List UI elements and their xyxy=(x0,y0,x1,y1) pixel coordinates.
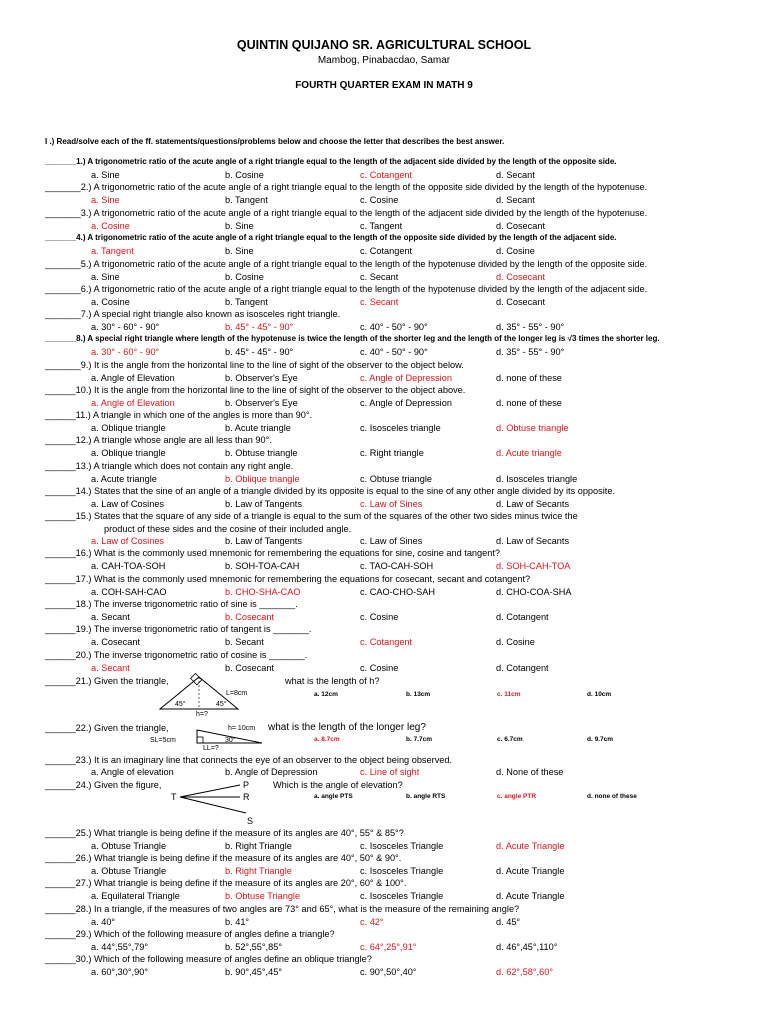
option-a: a. CAH-TOA-SOH xyxy=(91,560,166,571)
option-d: d. Obtuse triangle xyxy=(496,422,569,433)
option-b: b. Obtuse Triangle xyxy=(225,890,301,901)
q21-leg-label: L=8cm xyxy=(226,690,248,697)
option-d: d. 62°,58°,60° xyxy=(496,966,554,977)
option-c: c. Tangent xyxy=(360,220,403,231)
option-b: b. Law of Tangents xyxy=(225,498,302,509)
option-d: d. SOH-CAH-TOA xyxy=(496,560,571,571)
question-15-stem-cont: product of these sides and the cosine of their included angle. xyxy=(104,523,352,534)
option-a: a. Oblique triangle xyxy=(91,447,166,458)
option-c: c. Angle of Depression xyxy=(360,397,452,408)
option-a: a. Sine xyxy=(91,169,120,180)
question-6-stem: _______6.) A trigonometric ratio of the acute angle of a right triangle equal to the length of the hypotenuse divided by the length of the adjacent side. xyxy=(45,284,648,294)
question-26-stem: ______26.) What triangle is being define if the measure of its angles are 40°, 50° & 90°. xyxy=(45,853,402,863)
option-b: b. Tangent xyxy=(225,296,268,307)
option-d: d. Acute Triangle xyxy=(496,840,565,851)
option-c: c. Cosine xyxy=(360,662,399,673)
question-9-stem: _______9.) It is the angle from the horizontal line to the line of sight of the observer to the object below. xyxy=(45,360,464,370)
q24-point-p: P xyxy=(243,780,250,790)
option-b: b. Cosine xyxy=(225,271,264,282)
q24-point-t: T xyxy=(171,792,177,802)
question-30-stem: ______30.) Which of the following measure of angles define an oblique triangle? xyxy=(45,954,372,964)
option-d: d. Acute Triangle xyxy=(496,890,565,901)
question-18-stem: ______18.) The inverse trigonometric ratio of sine is _______. xyxy=(45,599,298,609)
option-c: c. Cotangent xyxy=(360,245,413,256)
option-b: b. 90°,45°,45° xyxy=(225,966,283,977)
school-address: Mambog, Pinabacdao, Samar xyxy=(317,55,451,66)
option-c: c. 40° - 50° - 90° xyxy=(360,321,428,332)
option-d: d. Law of Secants xyxy=(496,536,570,546)
question-1-stem: _______1.) A trigonometric ratio of the acute angle of a right triangle equal to the length of the adjacent side divided by the length of the opposite side. xyxy=(45,157,617,166)
option-a: a. 30° - 60° - 90° xyxy=(91,321,160,332)
option-d: d. None of these xyxy=(496,767,564,777)
option-c: c. 6.7cm xyxy=(497,736,523,743)
exam-title: FOURTH QUARTER EXAM IN MATH 9 xyxy=(295,80,473,91)
option-b: b. Cosecant xyxy=(225,662,275,673)
option-a: a. Acute triangle xyxy=(91,473,157,484)
option-c: c. Isosceles triangle xyxy=(360,422,441,433)
option-b: b. angle RTS xyxy=(406,793,446,800)
school-name: QUINTIN QUIJANO SR. AGRICULTURAL SCHOOL xyxy=(236,38,532,52)
option-d: d. none of these xyxy=(496,397,562,408)
option-a: a. Tangent xyxy=(91,245,134,256)
option-b: b. 45° - 45° - 90° xyxy=(225,321,294,332)
option-a: a. Cosine xyxy=(91,296,130,307)
option-a: a. angle PTS xyxy=(314,793,353,800)
option-a: a. Obtuse Triangle xyxy=(91,840,167,851)
option-b: b. SOH-TOA-CAH xyxy=(225,560,300,571)
option-a: a. 30° - 60° - 90° xyxy=(91,346,160,357)
option-a: a. Equilateral Triangle xyxy=(91,890,180,901)
option-d: d. 9.7cm xyxy=(587,736,614,743)
question-29-stem: ______29.) Which of the following measure of angles define a triangle? xyxy=(45,929,335,939)
q24-point-s: S xyxy=(247,816,254,826)
question-19-stem: ______19.) The inverse trigonometric ratio of tangent is _______. xyxy=(45,624,312,634)
option-a: a. Angle of Elevation xyxy=(91,372,175,383)
option-d: d. Law of Secants xyxy=(496,498,570,509)
question-10-stem: ______10.) It is the angle from the horizontal line to the line of sight of the observer to the object above. xyxy=(45,385,466,395)
option-b: b. Angle of Depression xyxy=(225,767,318,777)
option-b: b. Oblique triangle xyxy=(225,473,300,484)
option-c: c. 64°,25°,91° xyxy=(360,941,417,952)
question-24-stem: ______24.) Given the figure, xyxy=(45,780,162,790)
option-a: a. 12cm xyxy=(314,691,338,698)
question-5-stem: _______5.) A trigonometric ratio of the acute angle of a right triangle equal to the length of the hypotenuse divided by the length of the opposite side. xyxy=(45,259,648,269)
q22-sl-label: SL=5cm xyxy=(150,737,176,744)
option-d: d. Cosine xyxy=(496,636,535,647)
option-a: a. Sine xyxy=(91,271,120,282)
option-b: b. Law of Tangents xyxy=(225,536,302,546)
q24-point-r: R xyxy=(243,792,250,802)
option-a: a. Angle of elevation xyxy=(91,767,174,777)
option-c: c. Isosceles Triangle xyxy=(360,840,444,851)
q24-ray-tp xyxy=(180,785,240,797)
option-c: c. Law of Sines xyxy=(360,498,423,509)
option-a: a. COH-SAH-CAO xyxy=(91,586,167,597)
q22-right-angle-mark xyxy=(197,737,203,743)
option-a: a. Cosine xyxy=(91,220,130,231)
option-c: c. 40° - 50° - 90° xyxy=(360,346,428,357)
option-d: d. Secant xyxy=(496,169,535,180)
option-c: c. Right triangle xyxy=(360,447,424,458)
option-d: d. Acute triangle xyxy=(496,447,562,458)
option-c: c. Cotangent xyxy=(360,636,413,647)
option-c: c. 11cm xyxy=(497,691,521,698)
question-24-ask: Which is the angle of elevation? xyxy=(273,780,403,790)
option-b: b. CHO-SHA-CAO xyxy=(225,586,301,597)
option-b: b. Secant xyxy=(225,636,264,647)
question-22-ask: what is the length of the longer leg? xyxy=(268,722,426,733)
option-b: b. 13cm xyxy=(406,691,431,698)
option-b: b. Sine xyxy=(225,245,254,256)
option-d: d. Isosceles triangle xyxy=(496,473,578,484)
option-c: c. Law of Sines xyxy=(360,536,423,546)
question-13-stem: ______13.) A triangle which does not contain any right angle. xyxy=(45,461,294,471)
question-23-stem: ______23.) It is an imaginary line that connects the eye of an observer to the object being observed. xyxy=(45,755,453,765)
option-c: c. Line of sight xyxy=(360,767,420,777)
q24-ray-ts xyxy=(180,797,246,813)
question-8-stem: _______8.) A special right triangle where length of the hypotenuse is twice the length of the shorter leg and the length of the longer leg is √3 times the shorter leg. xyxy=(45,334,660,343)
option-b: b. Right Triangle xyxy=(225,840,292,851)
q21-angle-left: 45° xyxy=(175,701,186,708)
option-b: b. Observer's Eye xyxy=(225,372,298,383)
option-b: b. 7.7cm xyxy=(406,736,433,743)
option-a: a. 40° xyxy=(91,916,116,927)
option-b: b. 41° xyxy=(225,916,250,927)
option-d: d. none of these xyxy=(496,372,562,383)
option-a: a. Angle of Elevation xyxy=(91,397,175,408)
question-17-stem: ______17.) What is the commonly used mnemonic for remembering the equations for cosecant, secant and cotangent? xyxy=(45,574,531,584)
question-20-stem: ______20.) The inverse trigonometric ratio of cosine is _______. xyxy=(45,650,308,660)
option-d: d. Cotangent xyxy=(496,611,549,622)
option-d: d. Cotangent xyxy=(496,662,549,673)
option-a: a. Law of Cosines xyxy=(91,536,165,546)
option-d: d. Cosine xyxy=(496,245,535,256)
option-b: b. 52°,55°,85° xyxy=(225,941,283,952)
option-c: c. Secant xyxy=(360,271,399,282)
option-b: b. Observer's Eye xyxy=(225,397,298,408)
question-22-stem: ______22.) Given the triangle, xyxy=(45,723,169,733)
option-c: c. 42° xyxy=(360,916,384,927)
option-a: a. 44°,55°,79° xyxy=(91,941,149,952)
question-3-stem: _______3.) A trigonometric ratio of the acute angle of a right triangle equal to the length of the adjacent side divided by the length of the hypotenuse. xyxy=(45,208,648,218)
option-c: c. CAO-CHO-SAH xyxy=(360,586,436,597)
option-d: d. Cosecant xyxy=(496,220,546,231)
option-a: a. Obtuse Triangle xyxy=(91,865,167,876)
option-d: d. 35° - 55° - 90° xyxy=(496,346,565,357)
question-2-stem: _______2.) A trigonometric ratio of the acute angle of a right triangle equal to the length of the opposite side divided by the length of the hypotenuse. xyxy=(45,182,648,192)
question-21-ask: what is the length of h? xyxy=(285,676,380,686)
option-d: d. Cosecant xyxy=(496,271,546,282)
option-a: a. Cosecant xyxy=(91,636,141,647)
option-b: b. 45° - 45° - 90° xyxy=(225,346,294,357)
question-4-stem: _______4.) A trigonometric ratio of the acute angle of a right triangle equal to the length of the opposite side divided by the length of the adjacent side. xyxy=(45,233,617,242)
question-16-stem: ______16.) What is the commonly used mnemonic for remembering the equations for sine, cosine and tangent? xyxy=(45,548,501,558)
option-a: a. Oblique triangle xyxy=(91,422,166,433)
option-a: a. 60°,30°,90° xyxy=(91,966,149,977)
option-a: a. Sine xyxy=(91,194,120,205)
option-d: d. Cosecant xyxy=(496,296,546,307)
q22-h-label: h= 10cm xyxy=(228,725,256,732)
q22-angle-label: 30° xyxy=(225,737,236,744)
option-c: c. angle PTR xyxy=(497,793,537,800)
option-a: a. Secant xyxy=(91,611,130,622)
q22-triangle-figure xyxy=(197,730,262,743)
option-d: d. Secant xyxy=(496,194,535,205)
q22-ll-label: LL=? xyxy=(203,745,219,752)
option-b: b. Acute triangle xyxy=(225,422,291,433)
option-b: b. Tangent xyxy=(225,194,268,205)
option-c: c. Isosceles Triangle xyxy=(360,865,444,876)
option-b: b. Cosecant xyxy=(225,611,275,622)
question-25-stem: ______25.) What triangle is being define if the measure of its angles are 40°, 55° & 85°? xyxy=(45,828,404,838)
instructions: I .) Read/solve each of the ff. statements/questions/problems below and choose the letter that describes the best answer. xyxy=(45,137,505,146)
option-d: d. 45° xyxy=(496,916,521,927)
option-d: d. 35° - 55° - 90° xyxy=(496,321,565,332)
option-b: b. Cosine xyxy=(225,169,264,180)
option-c: c. Isosceles Triangle xyxy=(360,890,444,901)
option-b: b. Right Triangle xyxy=(225,865,292,876)
option-c: c. Cosine xyxy=(360,611,399,622)
q21-h-label: h=? xyxy=(196,711,208,718)
option-d: d. CHO-COA-SHA xyxy=(496,586,572,597)
option-c: c. TAO-CAH-SOH xyxy=(360,560,434,571)
option-d: d. none of these xyxy=(587,793,637,800)
option-c: c. Secant xyxy=(360,296,399,307)
option-c: c. Obtuse triangle xyxy=(360,473,433,484)
option-a: a. Law of Cosines xyxy=(91,498,165,509)
question-12-stem: ______12.) A triangle whose angle are all less than 90°. xyxy=(45,435,272,445)
option-d: d. 46°,45°,110° xyxy=(496,941,558,952)
question-21-stem: ______21.) Given the triangle, xyxy=(45,676,169,686)
option-c: c. Angle of Depression xyxy=(360,372,452,383)
q21-angle-right: 45° xyxy=(216,701,227,708)
option-b: b. Sine xyxy=(225,220,254,231)
question-15-stem: ______15.) States that the square of any side of a triangle is equal to the sum of the squares of the other two sides minus twice the xyxy=(45,511,578,521)
question-14-stem: ______14.) States that the sine of an angle of a triangle divided by its opposite is equal to the sine of any other angle divided by its opposite. xyxy=(45,486,616,496)
option-c: c. Cosine xyxy=(360,194,399,205)
option-d: d. 10cm xyxy=(587,691,612,698)
option-c: c. Cotangent xyxy=(360,169,413,180)
question-28-stem: ______28.) In a triangle, if the measures of two angles are 73° and 65°, what is the measure of the remaining angle? xyxy=(45,904,520,914)
question-11-stem: ______11.) A triangle in which one of the angles is more than 90°. xyxy=(45,410,313,420)
option-c: c. 90°,50°,40° xyxy=(360,966,417,977)
option-a: a. 8.7cm xyxy=(314,736,340,743)
question-7-stem: _______7.) A special right triangle also known as isosceles right triangle. xyxy=(45,309,341,319)
question-27-stem: ______27.) What triangle is being define if the measure of its angles are 20°, 60° & 100°. xyxy=(45,878,407,888)
option-b: b. Obtuse triangle xyxy=(225,447,298,458)
option-d: d. Acute Triangle xyxy=(496,865,565,876)
option-a: a. Secant xyxy=(91,662,130,673)
